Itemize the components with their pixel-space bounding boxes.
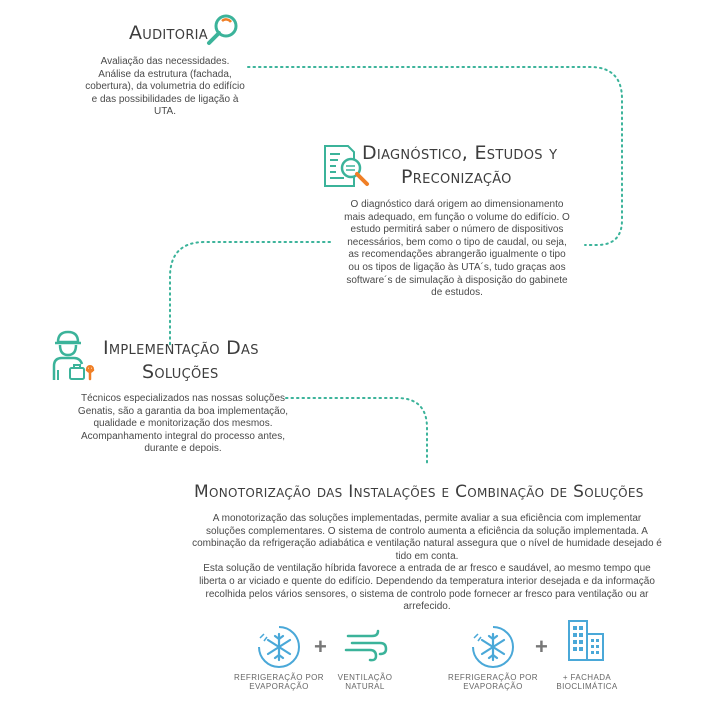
step2-text: O diagnóstico dará origem ao dimensionamento mais adequado, em função o volume do edifício. O estudo permitirá saber o número de dispositivos necessários, bem como o tipo de caudal, ou seja, as recomendações abrangerão igualmente o tipo ou os tipos de ligação às UTA´s, tudo graças aos software´s de simulação à disposição do gabinete de estudos. [344, 199, 570, 299]
step4-text [192, 513, 662, 614]
step4-paragraph-2: Esta solução de ventilação híbrida favorece a entrada de ar fresco e saudável, ao mesmo tempo que liberta o ar viciado e quente do edifício. Dependendo da temperatura interior desejada e da informação recolhida pelos vários sensores, o sistema de controlo pode fornecer ar fresco para ventilação ou ar arrefecido. [199, 563, 655, 613]
step3-text: Técnicos especializados nas nossas soluções Genatis, são a garantia da boa implementação, qualidade e monitorização dos mesmos. Acompanhamento integral do processo antes, durante e depois. [77, 393, 289, 455]
combo1-left-label: REFRIGERAÇÃO POR EVAPORAÇÃO [234, 673, 324, 691]
combo2-left-label: REFRIGERAÇÃO POR EVAPORAÇÃO [448, 673, 538, 691]
wind-icon [344, 628, 388, 662]
magnifier-icon [205, 12, 241, 48]
technician-icon [50, 330, 98, 382]
combo2-right-label: + FACHADA BIOCLIMÁTICA [556, 673, 618, 691]
step4-title: Monotorização das Instalações e Combinação de Soluções [194, 482, 644, 502]
combo1-plus: + [314, 634, 327, 659]
combo2-plus: + [535, 634, 548, 659]
step4-paragraph-1: A monotorização das soluções implementadas, permite avaliar a sua eficiência com implementar soluções complementares. O sistema de controlo aumenta a eficiência da solução implementada. A combinação da refrigeração adiabática e ventilação natural assegura que o nível de humidade desejado é tido em conta. [192, 513, 662, 562]
combo1-right-label: VENTILAÇÃO NATURAL [337, 673, 393, 691]
step1-text: Avaliação das necessidades. Análise da estrutura (fachada, cobertura), da volumetria do edifício e das possibilidades de ligação à UTA. [85, 56, 245, 118]
snowflake-icon [256, 624, 302, 670]
step1-title: Auditoria [129, 22, 208, 44]
snowflake-icon [470, 624, 516, 670]
step3-title-line2: Soluções [142, 361, 219, 383]
step2-title-line1: Diagnóstico, Estudos y [362, 142, 558, 164]
building-icon [566, 618, 606, 662]
step3-title-line1: Implementação Das [103, 337, 259, 359]
step2-title-line2: Preconização [401, 166, 512, 188]
